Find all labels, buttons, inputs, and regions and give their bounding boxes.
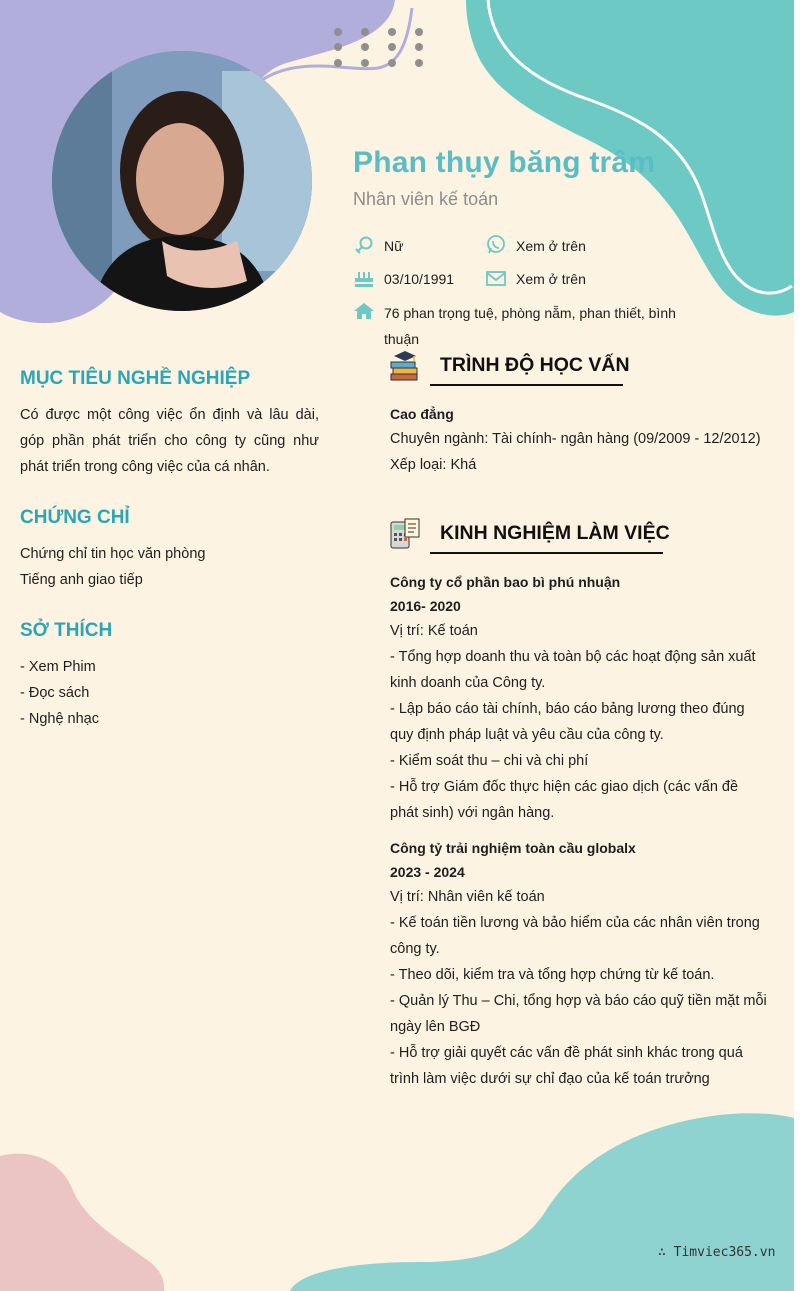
gender-value: Nữ <box>384 238 404 254</box>
job-duty: - Hỗ trợ giải quyết các vấn đề phát sinh khác trong quá trình làm việc dưới sự chỉ đạo của kế toán trưởng <box>390 1045 743 1087</box>
job-duty: - Hỗ trợ Giám đốc thực hiện các giao dịch (các vấn đề phát sinh) với ngân hàng. <box>390 779 739 821</box>
job-company: Công ty cổ phần bao bì phú nhuận <box>390 574 621 590</box>
address-value: 76 phan trọng tuệ, phòng nẵm, phan thiết, bình thuận <box>384 305 676 347</box>
job-period: 2023 - 2024 <box>390 864 465 880</box>
job-duty: - Kế toán tiền lương và bảo hiểm của các nhân viên trong công ty. <box>390 915 760 957</box>
books-graduation-icon <box>388 350 422 384</box>
gender-icon <box>353 235 375 257</box>
certificate-item: Tiếng anh giao tiếp <box>20 572 143 588</box>
hobby-item: - Nghệ nhạc <box>20 711 99 727</box>
job-position: Vị trí: Kế toán <box>390 623 478 639</box>
job-duty: - Theo dõi, kiểm tra và tổng hợp chứng từ kế toán. <box>390 967 715 983</box>
job-company: Công tỷ trải nghiệm toàn cầu globalx <box>390 840 636 856</box>
job-duty: - Lập báo cáo tài chính, báo cáo bảng lương theo đúng quy định pháp luật và yêu cầu của công ty. <box>390 701 745 743</box>
certificates-title: CHỨNG CHỈ <box>20 507 130 528</box>
certificate-item: Chứng chỉ tin học văn phòng <box>20 546 206 562</box>
job-title: Nhân viên kế toán <box>353 189 499 209</box>
hobby-item: - Đọc sách <box>20 685 90 701</box>
whatsapp-icon <box>485 234 507 256</box>
experience-title: KINH NGHIỆM LÀM VIỆC <box>440 522 670 544</box>
home-icon <box>353 300 375 322</box>
education-rank: Xếp loại: Khá <box>390 457 477 473</box>
mail-icon <box>485 268 507 290</box>
experience-underline <box>430 552 663 554</box>
candidate-name: Phan thụy băng trâm <box>353 146 656 179</box>
pink-blob <box>0 1154 164 1291</box>
objective-text: Có được một công việc ổn định và lâu dài, góp phần phát triển cho công ty cũng như phát triển trong công việc của cá nhân. <box>20 407 319 475</box>
experience-job <box>390 570 770 826</box>
job-duty: - Kiểm soát thu – chi và chi phí <box>390 753 589 769</box>
education-major: Chuyên ngành: Tài chính- ngân hàng (09/2009 - 12/2012) <box>390 431 761 447</box>
work-calculator-icon <box>388 518 422 552</box>
education-underline <box>430 384 623 386</box>
job-duty: - Tổng hợp doanh thu và toàn bộ các hoạt động sản xuất kinh doanh của Công ty. <box>390 649 756 691</box>
job-duty: - Quản lý Thu – Chi, tổng hợp và báo cáo quỹ tiền mặt mỗi ngày lên BGĐ <box>390 993 767 1035</box>
job-period: 2016- 2020 <box>390 598 461 614</box>
education-title: TRÌNH ĐỘ HỌC VẤN <box>440 354 630 376</box>
profile-photo <box>52 51 312 311</box>
objective-title: MỤC TIÊU NGHỀ NGHIỆP <box>20 368 251 389</box>
phone-value: Xem ở trên <box>516 238 586 254</box>
brand-watermark: ∴ Timviec365.vn <box>658 1245 776 1260</box>
teal-blob-bottom <box>290 1113 794 1291</box>
hobbies-title: SỞ THÍCH <box>20 620 113 641</box>
cake-icon <box>353 268 375 290</box>
education-block <box>390 402 770 478</box>
birthday-value: 03/10/1991 <box>384 271 455 287</box>
experience-job <box>390 836 770 1092</box>
hobby-item: - Xem Phim <box>20 659 96 675</box>
education-school: Cao đẳng <box>390 406 454 422</box>
email-value: Xem ở trên <box>516 271 586 287</box>
job-position: Vị trí: Nhân viên kế toán <box>390 889 545 905</box>
